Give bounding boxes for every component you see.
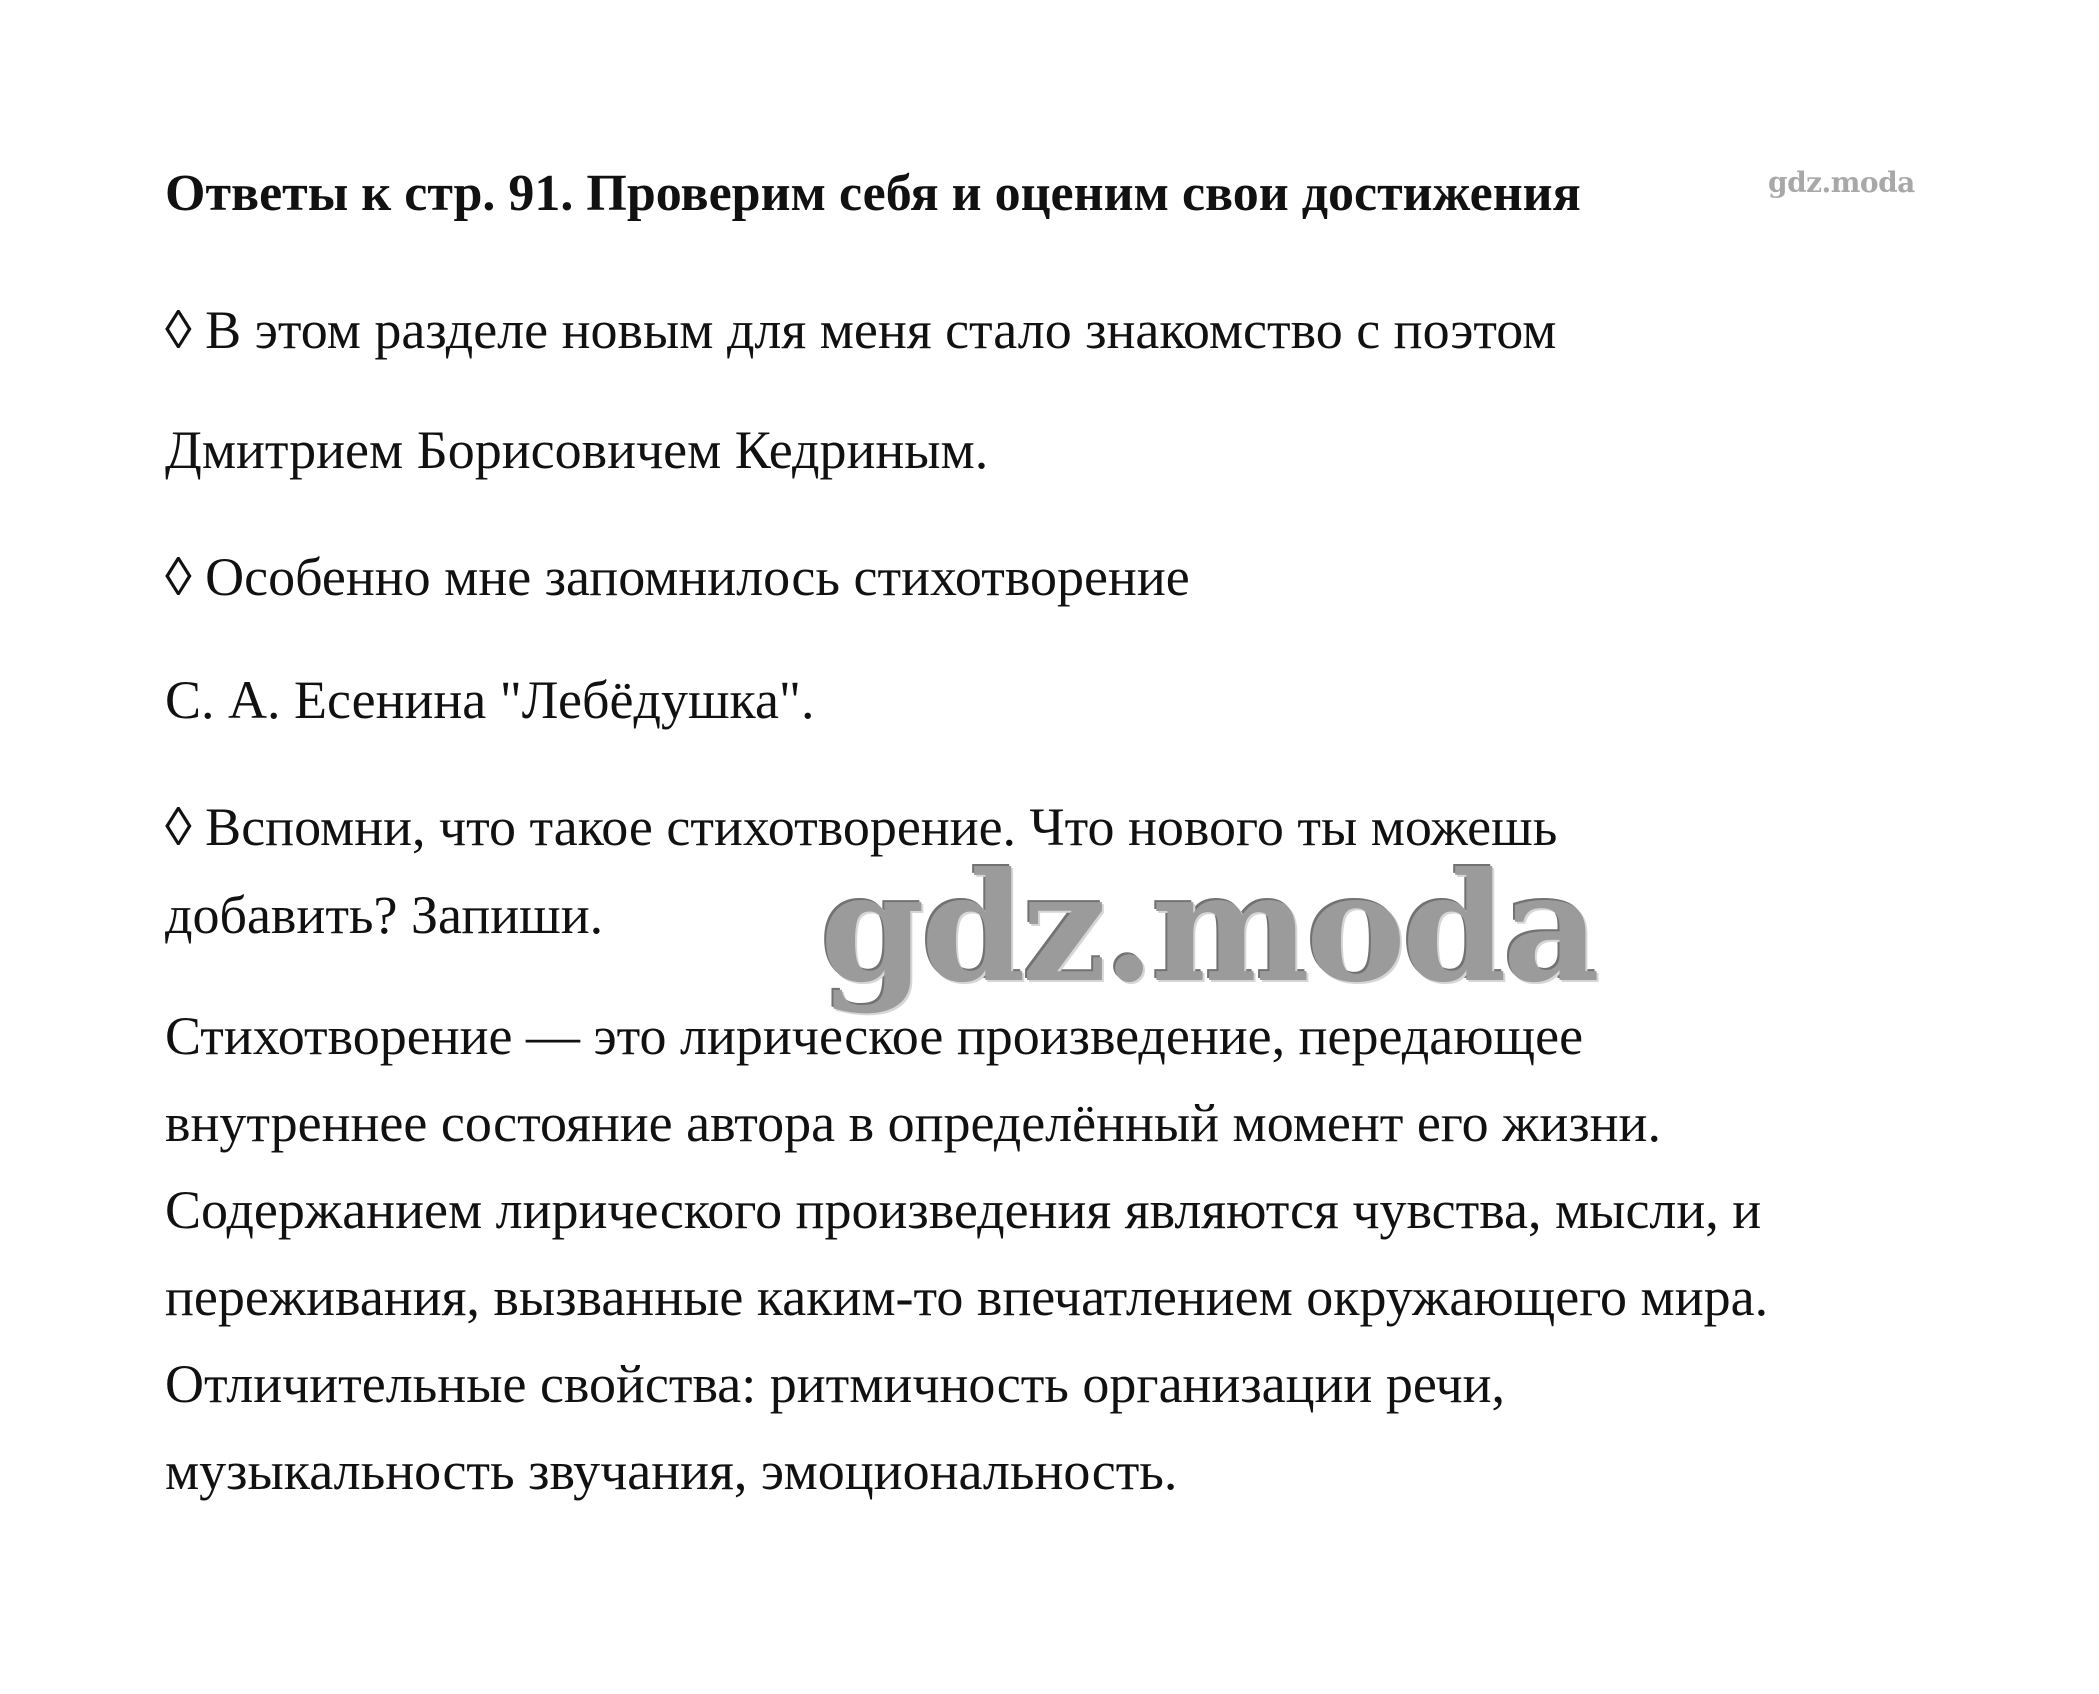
item1-line1: ◊ В этом разделе новым для меня стало знакомство с поэтом bbox=[165, 300, 1557, 360]
item3-line2: добавить? Запиши. bbox=[165, 885, 604, 945]
watermark-small: gdz.moda bbox=[1768, 166, 1915, 199]
item2-line1: ◊ Особенно мне запомнилось стихотворение bbox=[165, 547, 1190, 607]
page-heading: Ответы к стр. 91. Проверим себя и оценим свои достижения bbox=[165, 165, 1581, 222]
item3-line1: ◊ Вспомни, что такое стихотворение. Что нового ты можешь bbox=[165, 797, 1558, 857]
answer-line: Содержанием лирического произведения являются чувства, мысли, и bbox=[165, 1180, 1762, 1240]
answer-line: Стихотворение — это лирическое произведение, передающее bbox=[165, 1006, 1584, 1066]
answer-line: переживания, вызванные каким-то впечатлением окружающего мира. bbox=[165, 1267, 1769, 1327]
answer-line: Отличительные свойства: ритмичность организации речи, bbox=[165, 1354, 1506, 1414]
answer-line: музыкальность звучания, эмоциональность. bbox=[165, 1441, 1178, 1501]
watermark-large: gdz.moda bbox=[820, 840, 1597, 1016]
answer-line: внутреннее состояние автора в определённый момент его жизни. bbox=[165, 1093, 1661, 1153]
item1-line2: Дмитрием Борисовичем Кедриным. bbox=[165, 420, 989, 480]
item2-line2: С. А. Есенина "Лебёдушка". bbox=[165, 670, 815, 730]
answer-paragraph bbox=[165, 993, 2045, 1515]
